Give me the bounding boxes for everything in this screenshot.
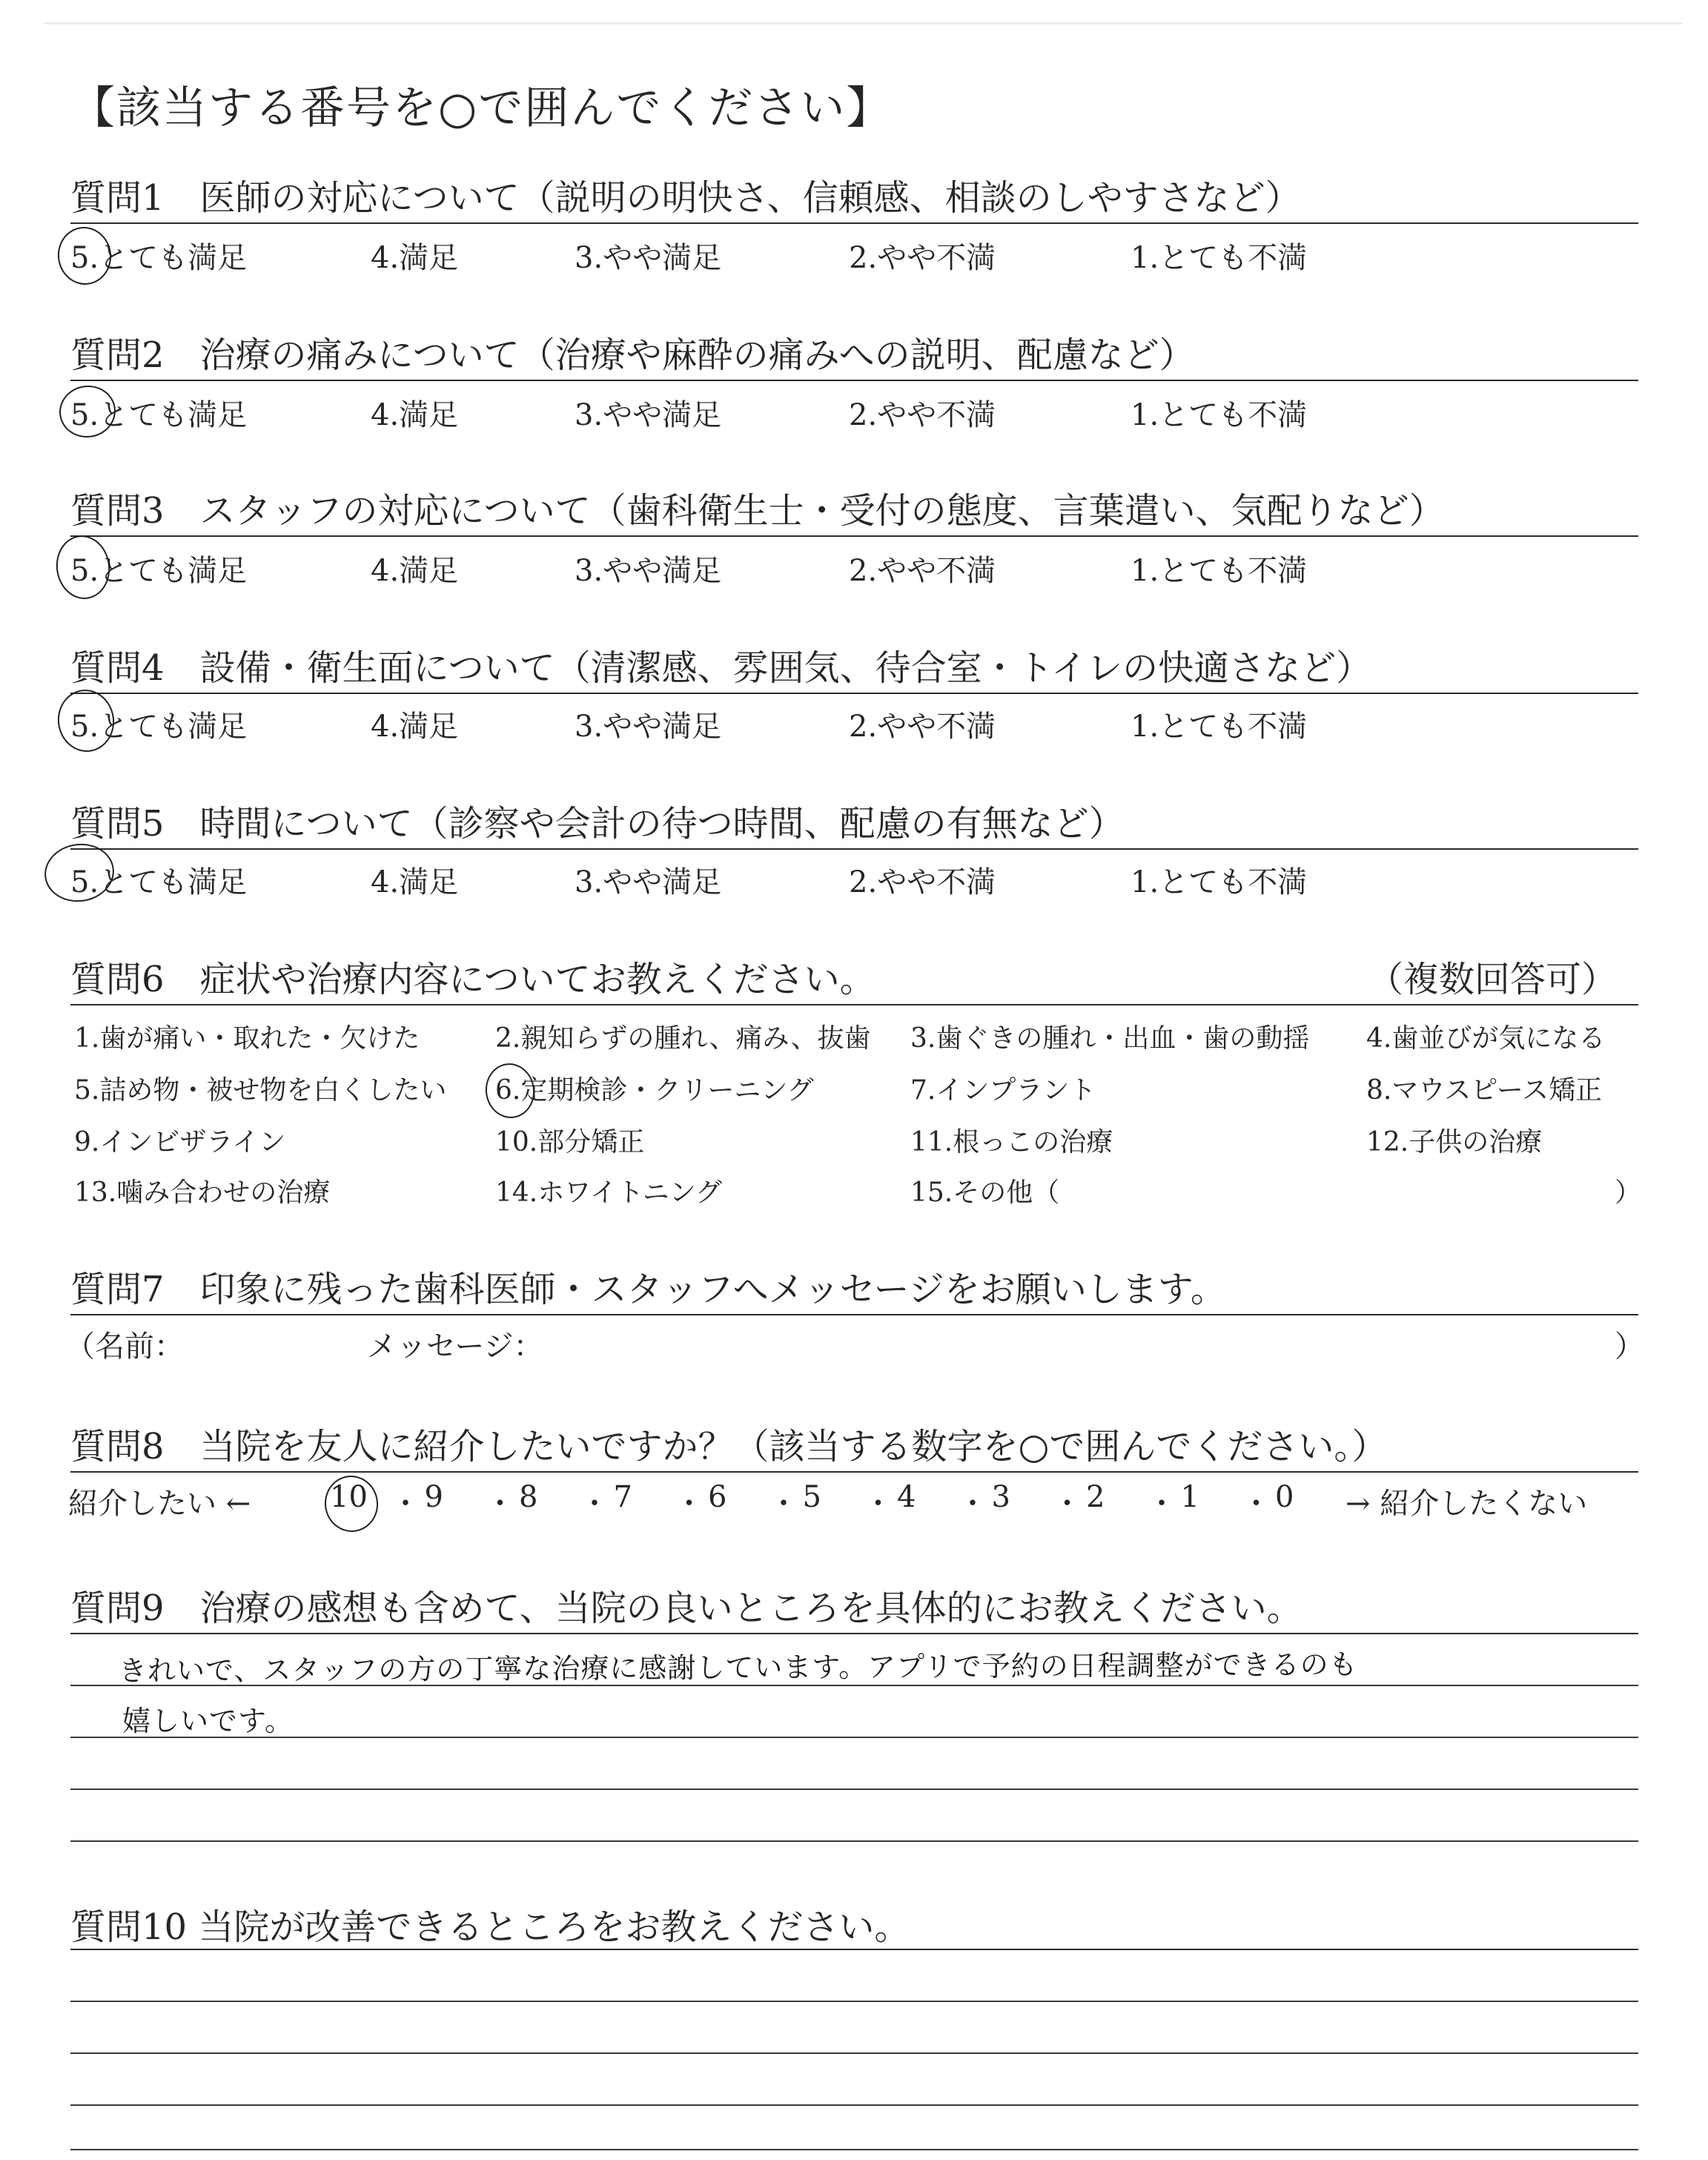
q4-rating-1[interactable]: 1.とても不満 (1131, 710, 1308, 744)
q3-rating-5[interactable]: 5.とても満足 (70, 554, 248, 588)
q10-rule-4 (70, 2104, 1638, 2106)
q9-answer-line-2: 嬉しいです。 (122, 1705, 294, 1737)
q5-rating-2[interactable]: 2.やや不満 (849, 865, 996, 899)
q2-rating-5[interactable]: 5.とても満足 (70, 398, 248, 432)
q1-selection-circle (54, 223, 115, 288)
q6-option-4[interactable]: 4.歯並びが気になる (1366, 1023, 1606, 1054)
q8-scale-separator: ・ (769, 1487, 798, 1521)
q4-title: 質問4 設備・衛生面について（清潔感、雰囲気、待合室・トイレの快適さなど） (70, 647, 1372, 689)
q6-option-1[interactable]: 1.歯が痛い・取れた・欠けた (74, 1023, 420, 1054)
q8-scale-separator: ・ (485, 1487, 515, 1521)
q6-multiple-note: （複数回答可） (1368, 959, 1618, 1000)
q8-scale-3[interactable]: 3 (991, 1480, 1010, 1514)
q3-title: 質問3 スタッフの対応について（歯科衛生士・受付の態度、言葉遣い、気配りなど） (70, 490, 1445, 532)
q3-rating-4[interactable]: 4.満足 (371, 554, 459, 588)
q8-scale-1[interactable]: 1 (1180, 1480, 1199, 1514)
q6-option-15[interactable]: 15.その他（ (910, 1178, 1060, 1208)
q8-scale-separator: ・ (391, 1487, 420, 1521)
q2-rating-1[interactable]: 1.とても不満 (1131, 398, 1308, 432)
q1-rating-5[interactable]: 5.とても満足 (70, 241, 248, 275)
q6-option-10[interactable]: 10.部分矯正 (495, 1127, 645, 1157)
q8-scale-2[interactable]: 2 (1086, 1480, 1105, 1514)
q6-option-12[interactable]: 12.子供の治療 (1366, 1127, 1543, 1157)
q7-close: ） (1615, 1330, 1644, 1364)
q3-rating-2[interactable]: 2.やや不満 (849, 554, 996, 588)
q10-rule-5 (70, 2149, 1638, 2150)
q2-rule (70, 380, 1638, 381)
q1-rating-4[interactable]: 4.満足 (371, 241, 459, 275)
q9-answer-line-1: きれいで、スタッフの方の丁寧な治療に感謝しています。アプリで予約の日程調整ができるのも (118, 1648, 1358, 1688)
q8-right-label: → 紹介したくない (1345, 1487, 1588, 1521)
q10-rule-1 (70, 1949, 1638, 1950)
q6-option-13[interactable]: 13.噛み合わせの治療 (74, 1178, 331, 1208)
q4-rating-2[interactable]: 2.やや不満 (849, 710, 996, 744)
q8-scale-5[interactable]: 5 (802, 1480, 821, 1514)
q3-rating-3[interactable]: 3.やや満足 (575, 554, 722, 588)
q2-rating-4[interactable]: 4.満足 (371, 398, 459, 432)
q2-rating-3[interactable]: 3.やや満足 (575, 398, 722, 432)
q2-title: 質問2 治療の痛みについて（治療や麻酔の痛みへの説明、配慮など） (70, 334, 1195, 376)
q8-scale-separator: ・ (1147, 1487, 1176, 1521)
q5-rating-3[interactable]: 3.やや満足 (575, 865, 722, 899)
q10-rule-2 (70, 2001, 1638, 2002)
q5-rule (70, 848, 1638, 850)
q6-option-11[interactable]: 11.根っこの治療 (910, 1127, 1113, 1157)
q7-title: 質問7 印象に残った歯科医師・スタッフへメッセージをお願いします。 (70, 1269, 1226, 1310)
q8-scale-separator: ・ (674, 1487, 704, 1521)
q8-scale-4[interactable]: 4 (897, 1480, 916, 1514)
q6-option-2[interactable]: 2.親知らずの腫れ、痛み、抜歯 (495, 1023, 871, 1054)
q5-rating-5[interactable]: 5.とても満足 (70, 865, 248, 899)
q9-rule-3 (70, 1737, 1638, 1738)
q8-left-label: 紹介したい ← (68, 1487, 251, 1521)
q4-rating-4[interactable]: 4.満足 (371, 710, 459, 744)
q9-title: 質問9 治療の感想も含めて、当院の良いところを具体的にお教えください。 (70, 1588, 1302, 1629)
q7-rule (70, 1314, 1638, 1315)
q1-title: 質問1 医師の対応について（説明の明快さ、信頼感、相談のしやすさなど） (70, 177, 1301, 219)
q6-option-3[interactable]: 3.歯ぐきの腫れ・出血・歯の動揺 (910, 1023, 1310, 1054)
q8-scale-separator: ・ (1052, 1487, 1082, 1521)
q6-option-14[interactable]: 14.ホワイトニング (495, 1178, 723, 1208)
q9-rule-1 (70, 1633, 1638, 1634)
q8-scale-9[interactable]: 9 (424, 1480, 443, 1514)
q8-scale-6[interactable]: 6 (708, 1480, 727, 1514)
q8-scale-separator: ・ (958, 1487, 987, 1521)
q7-name-label: （名前： (65, 1330, 184, 1364)
q6-other-close: ） (1615, 1178, 1642, 1208)
q9-rule-5 (70, 1840, 1638, 1842)
q8-scale-separator: ・ (1241, 1487, 1271, 1521)
q4-rule (70, 693, 1638, 694)
q3-rule (70, 535, 1638, 537)
scan-edge (44, 22, 1683, 24)
q8-scale-0[interactable]: 0 (1275, 1480, 1294, 1514)
q6-option-6[interactable]: 6.定期検診・クリーニング (495, 1075, 814, 1106)
q8-scale-8[interactable]: 8 (519, 1480, 538, 1514)
instruction-heading: 【該当する番号を○で囲んでください】 (70, 82, 893, 134)
q6-option-5[interactable]: 5.詰め物・被せ物を白くしたい (74, 1075, 447, 1106)
q1-rating-2[interactable]: 2.やや不満 (849, 241, 996, 275)
q7-message-label: メッセージ： (367, 1330, 543, 1364)
q10-title: 質問10 当院が改善できるところをお教えください。 (70, 1906, 910, 1948)
q8-scale-separator: ・ (863, 1487, 893, 1521)
q9-rule-4 (70, 1789, 1638, 1790)
q10-rule-3 (70, 2052, 1638, 2054)
q6-title: 質問6 症状や治療内容についてお教えください。 (70, 959, 875, 1000)
q1-rule (70, 222, 1638, 224)
q5-rating-1[interactable]: 1.とても不満 (1131, 865, 1308, 899)
q8-scale-10[interactable]: 10 (330, 1480, 368, 1514)
q8-scale-7[interactable]: 7 (613, 1480, 632, 1514)
q4-rating-3[interactable]: 3.やや満足 (575, 710, 722, 744)
q5-rating-4[interactable]: 4.満足 (371, 865, 459, 899)
q6-option-7[interactable]: 7.インプラント (910, 1075, 1096, 1106)
q6-option-9[interactable]: 9.インビザライン (74, 1127, 286, 1157)
q6-option-8[interactable]: 8.マウスピース矯正 (1366, 1075, 1603, 1106)
q2-rating-2[interactable]: 2.やや不満 (849, 398, 996, 432)
q5-title: 質問5 時間について（診察や会計の待つ時間、配慮の有無など） (70, 803, 1125, 845)
q6-rule (70, 1004, 1638, 1005)
q4-rating-5[interactable]: 5.とても満足 (70, 710, 248, 744)
q3-selection-circle (52, 532, 113, 602)
q8-title: 質問8 当院を友人に紹介したいですか？（該当する数字を○で囲んでください。） (70, 1426, 1388, 1467)
q3-rating-1[interactable]: 1.とても不満 (1131, 554, 1308, 588)
q8-rule (70, 1471, 1638, 1473)
q1-rating-1[interactable]: 1.とても不満 (1131, 241, 1308, 275)
q1-rating-3[interactable]: 3.やや満足 (575, 241, 722, 275)
q8-scale-separator: ・ (580, 1487, 609, 1521)
